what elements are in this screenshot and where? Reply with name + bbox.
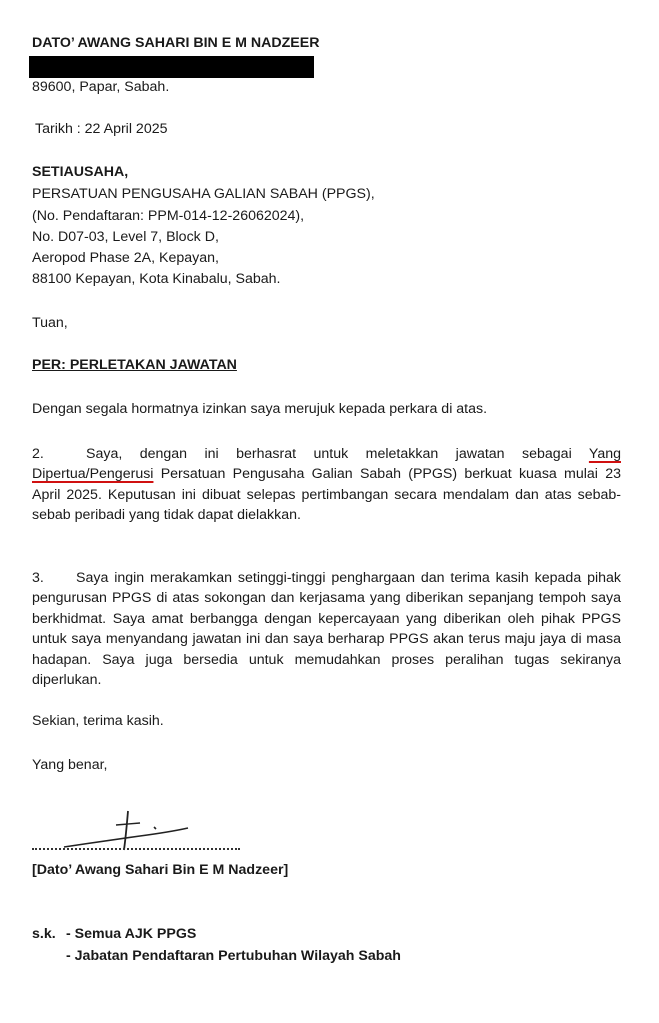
paragraph-3 [32,568,621,690]
paragraph-2-text-before: Saya, dengan ini berhasrat untuk meletakkan jawatan sebagai [86,446,589,462]
recipient-line: (No. Pendaftaran: PPM-014-12-26062024), [32,208,305,224]
signatory-name: [Dato’ Awang Sahari Bin E M Nadzeer] [32,862,289,878]
paragraph-3-number: 3. [32,570,44,586]
closing-line: Sekian, terima kasih. [32,713,164,729]
paragraph-2-text-after: Persatuan Pengusaha Galian Sabah (PPGS) berkuat kuasa mulai 23 April 2025. Keputusan ini dibuat selepas pertimbangan secara mendalam dan atas sebab-sebab peribadi yang tidak dapat dielakkan. [32,466,621,524]
paragraph-2 [32,444,621,526]
sender-name: DATO’ AWANG SAHARI BIN E M NADZEER [32,35,320,51]
recipient-title: SETIAUSAHA, [32,164,129,180]
cc-item: - Jabatan Pendaftaran Pertubuhan Wilayah Sabah [66,948,401,964]
signature-dotted-line [32,848,240,852]
subject-line: PER: PERLETAKAN JAWATAN [32,357,237,373]
cc-label: s.k. [32,926,56,942]
recipient-line: PERSATUAN PENGUSAHA GALIAN SABAH (PPGS), [32,186,375,202]
date-line: Tarikh : 22 April 2025 [35,121,168,137]
paragraph-1: Dengan segala hormatnya izinkan saya merujuk kepada perkara di atas. [32,401,488,417]
redacted-address-bar [29,56,314,78]
paragraph-2-number: 2. [32,446,44,462]
recipient-line: 88100 Kepayan, Kota Kinabalu, Sabah. [32,271,281,287]
cc-item: - Semua AJK PPGS [66,926,197,942]
paragraph-3-text: Saya ingin merakamkan setinggi-tinggi penghargaan dan terima kasih kepada pihak pengurusan PPGS di atas sokongan dan kerjasama yang diberikan sepanjang tempoh saya berkhidmat. Saya amat berbangga dengan kepercayaan yang diberikan oleh pihak PPGS untuk saya menyandang jawatan ini dan saya berharap PPGS akan terus maju jaya di masa hadapan. Saya juga bersedia untuk memudahkan proses peralihan tugas sekiranya diperlukan. [32,570,621,689]
recipient-line: No. D07-03, Level 7, Block D, [32,229,219,245]
signoff-line: Yang benar, [32,757,108,773]
salutation: Tuan, [32,315,68,331]
highlighted-position-title: Yang Dipertua/Pengerusi [32,446,621,483]
sender-address: 89600, Papar, Sabah. [32,79,170,95]
recipient-line: Aeropod Phase 2A, Kepayan, [32,250,219,266]
